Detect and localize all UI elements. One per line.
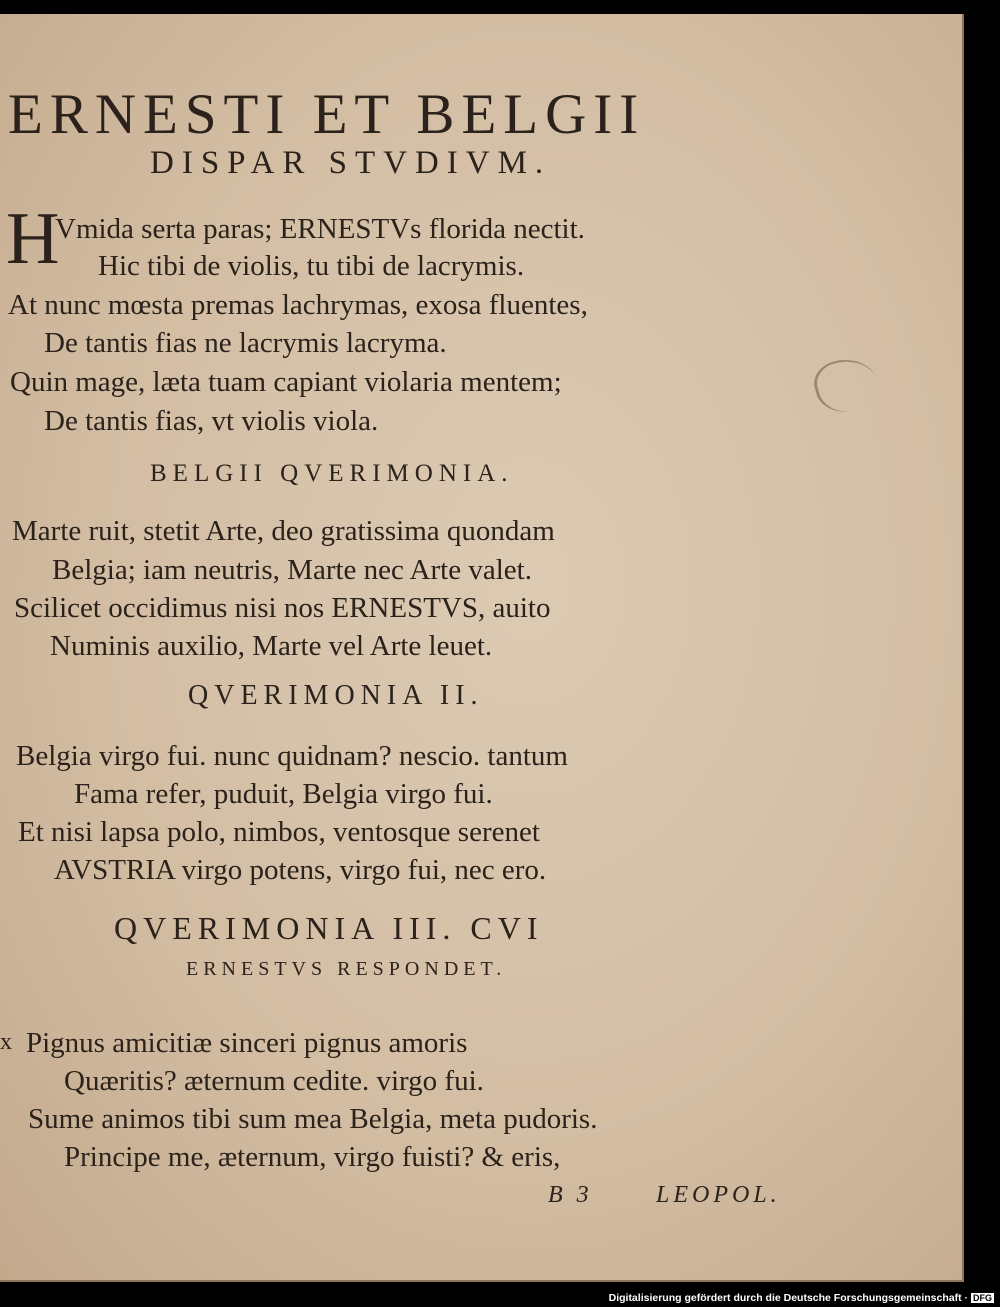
verse-line: Principe me, æternum, virgo fuisti? & eris, — [64, 1141, 561, 1173]
verse-line: AVSTRIA virgo potens, virgo fui, nec ero. — [54, 854, 547, 886]
section-heading: BELGII QVERIMONIA. — [150, 460, 514, 487]
verse-line: De tantis fias, vt violis viola. — [44, 405, 379, 437]
section-subheading: ERNESTVS RESPONDET. — [186, 958, 507, 980]
page-subtitle: DISPAR STVDIVM. — [150, 145, 552, 181]
signature-mark: B 3 — [548, 1182, 593, 1208]
verse-line: Vmida serta paras; ERNESTVs florida nectit. — [55, 213, 585, 245]
section-heading: QVERIMONIA III. CVI — [114, 910, 544, 946]
verse-line: Quæritis? æternum cedite. virgo fui. — [64, 1065, 484, 1097]
verse-line: Belgia virgo fui. nunc quidnam? nescio. tantum — [16, 740, 568, 772]
verse-line: Belgia; iam neutris, Marte nec Arte valet. — [52, 554, 532, 586]
verse-line: Et nisi lapsa polo, nimbos, ventosque serenet — [18, 816, 540, 848]
verse-line: Scilicet occidimus nisi nos ERNESTVS, auito — [14, 592, 551, 624]
margin-mark: x — [0, 1029, 12, 1055]
verse-line: Numinis auxilio, Marte vel Arte leuet. — [50, 630, 493, 662]
credit-text: Digitalisierung gefördert durch die Deutsche Forschungsgemeinschaft · — [608, 1292, 968, 1304]
dfg-logo: DFG — [973, 1293, 992, 1303]
section-heading: QVERIMONIA II. — [188, 680, 484, 711]
page-title: ERNESTI ET BELGII — [8, 83, 646, 146]
digitization-credit — [609, 1292, 994, 1304]
verse-line: Quin mage, læta tuam capiant violaria mentem; — [10, 366, 562, 398]
drop-capital: H — [6, 198, 60, 280]
verse-line: Hic tibi de violis, tu tibi de lacrymis. — [98, 250, 525, 282]
verse-line: Fama refer, puduit, Belgia virgo fui. — [74, 778, 493, 810]
verse-line: At nunc mœsta premas lachrymas, exosa fluentes, — [8, 289, 588, 321]
verse-line: Sume animos tibi sum mea Belgia, meta pudoris. — [28, 1103, 598, 1135]
catchword: LEOPOL. — [656, 1182, 781, 1208]
verse-line: Pignus amicitiæ sinceri pignus amoris — [26, 1027, 468, 1059]
verse-line: Marte ruit, stetit Arte, deo gratissima quondam — [12, 515, 555, 547]
ink-stain — [809, 352, 883, 419]
verse-line: De tantis fias ne lacrymis lacryma. — [44, 327, 447, 359]
book-page — [0, 14, 964, 1282]
